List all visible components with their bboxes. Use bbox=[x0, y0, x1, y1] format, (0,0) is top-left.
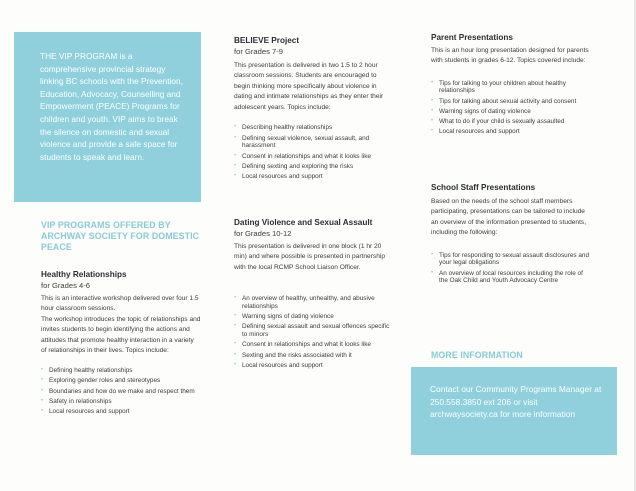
healthy-list bbox=[41, 367, 201, 416]
more-info-heading: MORE INFORMATION bbox=[431, 350, 523, 360]
list-item: • Local resources and support bbox=[41, 408, 201, 416]
healthy-p1: This is an interactive workshop delivered over four 1.5 hour classroom sessions. bbox=[41, 294, 199, 313]
healthy-title: Healthy Relationships bbox=[41, 270, 127, 279]
list-item: • Tips for responding to sexual assault disclosures and your legal obligations bbox=[431, 252, 591, 267]
list-item: • Warning signs of dating violence bbox=[431, 108, 591, 116]
believe-grades: for Grades 7-9 bbox=[234, 46, 283, 56]
list-item: • Local resources and support bbox=[234, 173, 394, 181]
believe-title: BELIEVE Project bbox=[234, 36, 300, 45]
healthy-grades: for Grades 4-6 bbox=[41, 280, 90, 290]
list-item: • Local resources and support bbox=[234, 362, 394, 370]
intro-box bbox=[14, 32, 201, 202]
list-item: • Exploring gender roles and stereotypes bbox=[41, 377, 201, 385]
intro-text: THE VIP PROGRAM is a comprehensive provincial strategy linking BC schools with the Prevention, Education, Advocacy, Counselling and Empowerment (PEACE) Programs for children and youth. VIP aims to break the silence on domestic and sexual violence and provide a safe space for students to speak and learn. bbox=[40, 51, 183, 162]
staff-p1: Based on the needs of the school staff members participating, presentations can be tailored to include an overview of the information presented to students, including the following: bbox=[431, 197, 587, 237]
dating-grades: for Grades 10-12 bbox=[234, 228, 292, 238]
list-item: • Consent in relationships and what it looks like bbox=[234, 153, 394, 161]
dating-p1: This presentation is delivered in one block (1 hr 20 min) and where possible is presented in partnership with the local RCMP School Liaison Officer. bbox=[234, 242, 386, 271]
list-item: • Warning signs of dating violence bbox=[234, 313, 394, 321]
dating-violence-section bbox=[234, 218, 394, 372]
list-item: • Describing healthy relationships bbox=[234, 124, 394, 132]
list-item: • An overview of local resources including the role of the Oak Child and Youth Advocacy Centre bbox=[431, 270, 591, 285]
healthy-p2: The workshop introduces the topic of relationships and invites students to begin identifying the actions and attitudes that promote healthy interaction in a variety of relationships in their lives. Topics include: bbox=[41, 315, 201, 355]
programs-heading: VIP PROGRAMS OFFERED BY ARCHWAY SOCIETY FOR DOMESTIC PEACE bbox=[41, 220, 200, 252]
list-item: • Safety in relationships bbox=[41, 398, 201, 406]
parent-title: Parent Presentations bbox=[431, 33, 513, 42]
contact-box bbox=[411, 367, 617, 455]
list-item: • Local resources and support bbox=[431, 128, 591, 136]
believe-p1: This presentation is delivered in two 1.5 to 2 hour classroom sessions. Students are encouraged to begin thinking more specifically about violence in dating and intimate relationships as they enter their adolescent years. Topics include: bbox=[234, 61, 384, 111]
parent-p1: This is an hour long presentation designed for parents with students in grades 6-12. Topics covered include: bbox=[431, 46, 589, 65]
list-item: • Defining healthy relationships bbox=[41, 367, 201, 375]
list-item: • Sexting and the risks associated with it bbox=[234, 352, 394, 360]
believe-list bbox=[234, 124, 394, 180]
staff-title: School Staff Presentations bbox=[431, 183, 536, 192]
staff-section bbox=[431, 183, 591, 288]
list-item: • Boundaries and how do we make and respect them bbox=[41, 388, 201, 396]
contact-text: Contact our Community Programs Manager at 250.558.3850 ext 206 or visit archwaysociety.ca for more information bbox=[430, 384, 602, 419]
list-item: • Tips for talking about sexual activity and consent bbox=[431, 98, 591, 106]
list-item: • Defining sexting and exploring the risks bbox=[234, 163, 394, 171]
believe-section bbox=[234, 36, 394, 183]
list-item: • Tips for talking to your children about healthy relationships bbox=[431, 80, 591, 95]
dating-title: Dating Violence and Sexual Assault bbox=[234, 218, 373, 227]
list-item: • Defining sexual assault and sexual offences specific to minors bbox=[234, 323, 394, 338]
staff-list bbox=[431, 252, 591, 285]
list-item: • Consent in relationships and what it looks like bbox=[234, 341, 394, 349]
parent-list bbox=[431, 80, 591, 136]
list-item: • Defining sexual violence, sexual assault, and harassment bbox=[234, 135, 394, 150]
healthy-relationships-section bbox=[41, 270, 201, 418]
dating-list bbox=[234, 295, 394, 369]
parent-section bbox=[431, 33, 591, 139]
list-item: • What to do if your child is sexually assaulted bbox=[431, 118, 591, 126]
list-item: • An overview of healthy, unhealthy, and abusive relationships bbox=[234, 295, 394, 310]
